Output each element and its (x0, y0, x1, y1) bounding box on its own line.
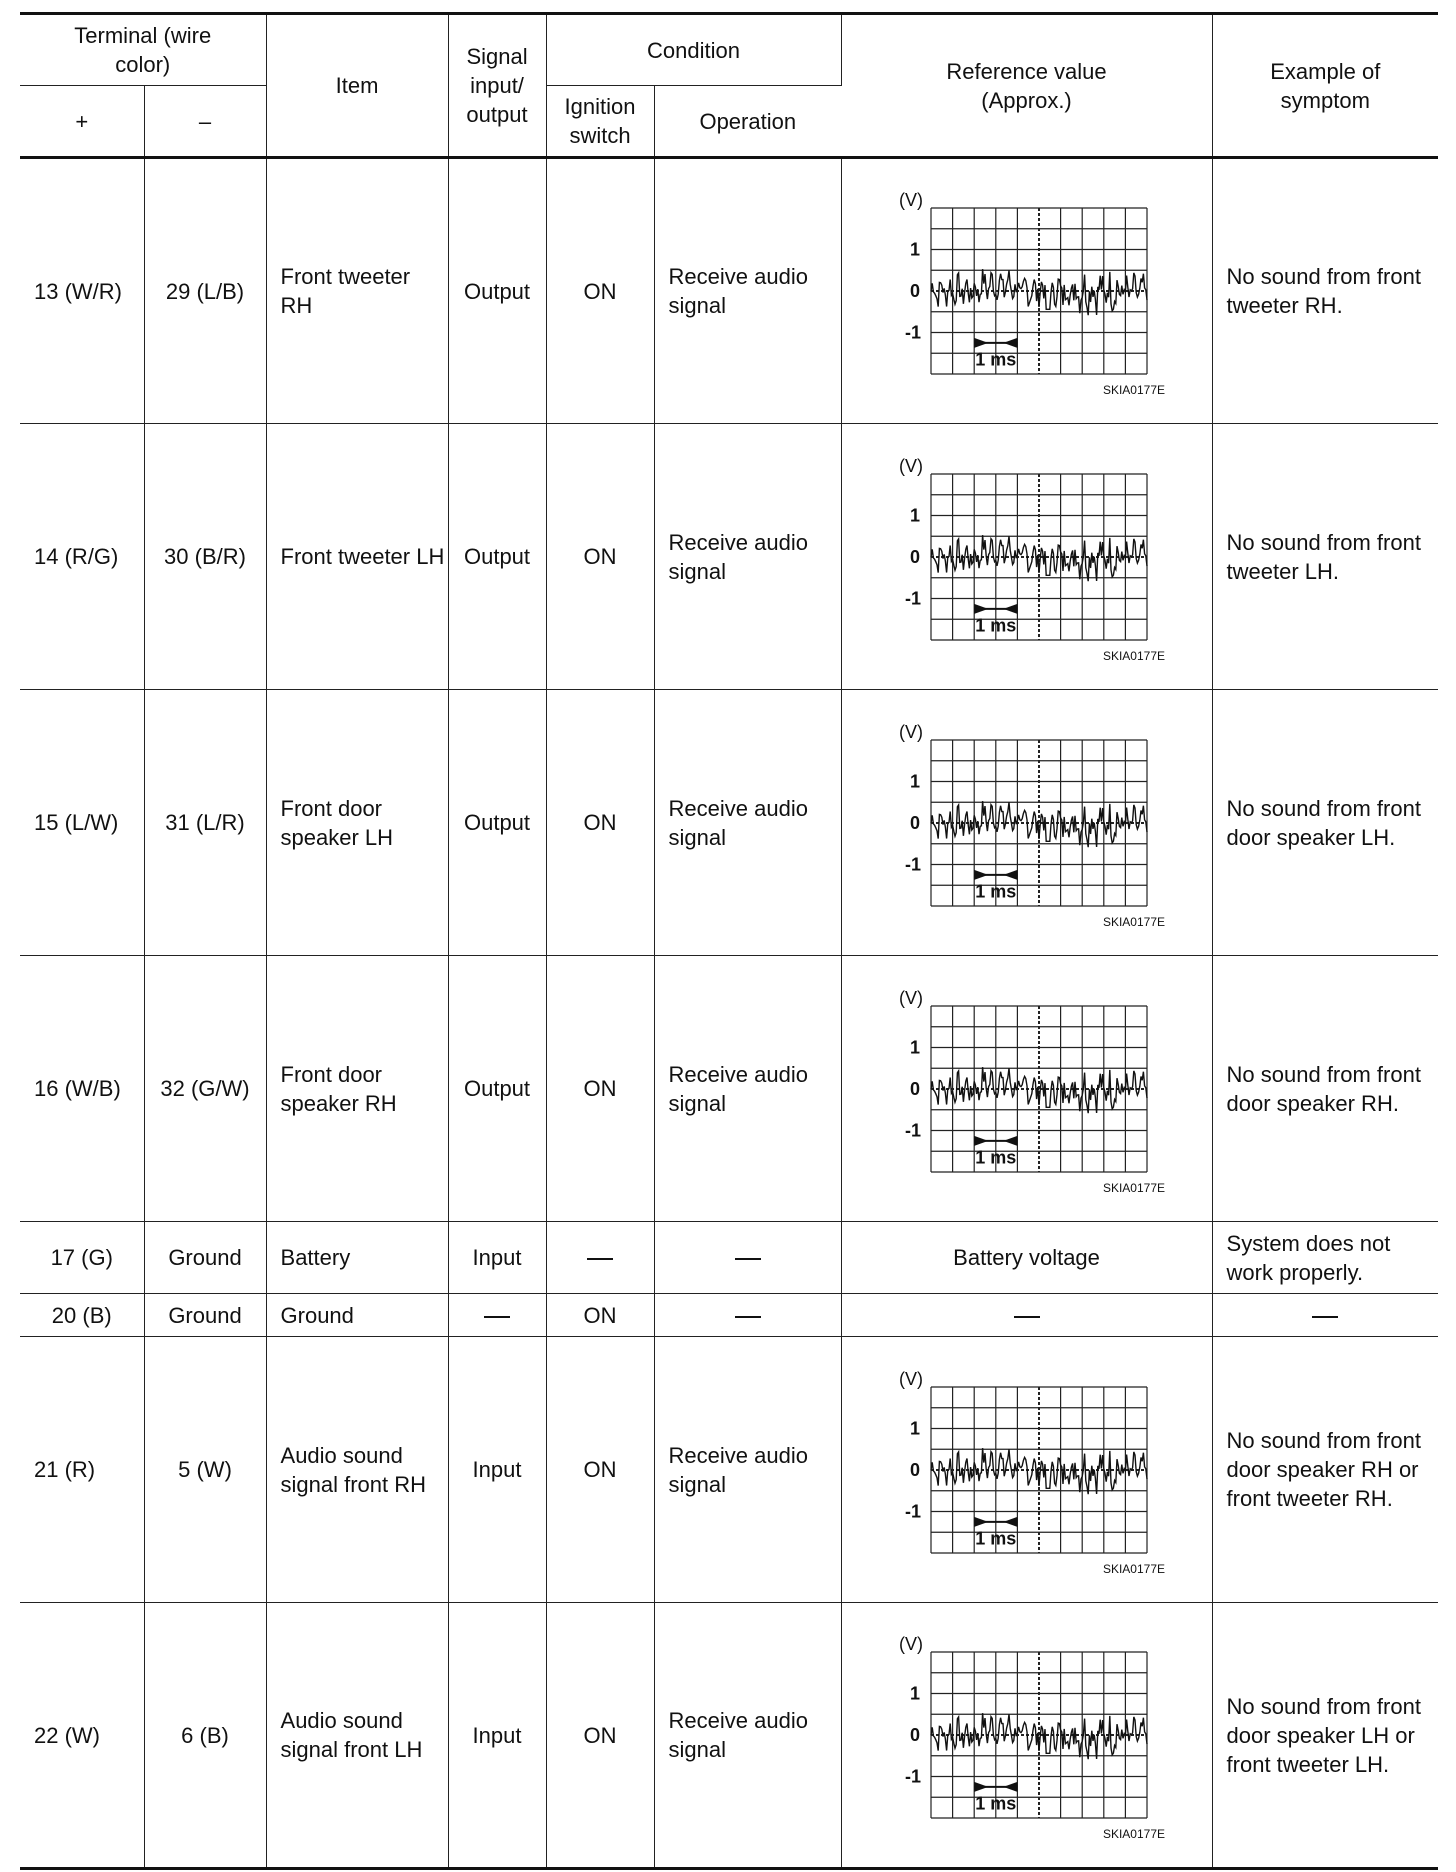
time-marker-arrow (974, 1782, 988, 1792)
reference-value-cell (841, 1337, 1212, 1603)
figure-code: SKIA0177E (1102, 648, 1165, 662)
item-cell: Audio sound signal front RH (266, 1337, 448, 1603)
ignition-cell (546, 1222, 654, 1294)
y-tick-label: -1 (904, 1501, 921, 1521)
plus-header: + (20, 86, 144, 158)
dash-mark (1014, 1316, 1040, 1318)
time-scale-label: 1 ms (974, 1147, 1016, 1168)
unit-label: (V) (898, 1634, 923, 1654)
y-tick-label: -1 (904, 1120, 921, 1140)
symptom-cell: No sound from front tweeter LH. (1212, 424, 1438, 690)
time-marker-arrow (1003, 1135, 1017, 1145)
time-marker-arrow (974, 1516, 988, 1526)
y-tick-label: 0 (909, 812, 920, 833)
operation-cell (654, 1294, 841, 1337)
y-tick-label: -1 (904, 1766, 921, 1787)
item-cell: Front tweeter RH (266, 158, 448, 424)
dash-mark (1312, 1316, 1338, 1318)
y-tick-label: 0 (909, 1459, 920, 1480)
signal-header: Signal input/ output (448, 14, 546, 158)
minus-terminal-cell: 30 (B/R) (144, 424, 266, 690)
table-row (20, 1337, 1438, 1603)
operation-cell: Receive audio signal (654, 158, 841, 424)
minus-terminal-cell: 5 (W) (144, 1337, 266, 1603)
operation-cell: Receive audio signal (654, 956, 841, 1222)
y-tick-label: 0 (909, 281, 920, 301)
ignition-cell: ON (546, 424, 654, 690)
symptom-cell: No sound from front door speaker LH or front tweeter LH. (1212, 1603, 1438, 1869)
terminal-table (20, 12, 1438, 1870)
figure-code: SKIA0177E (1102, 1827, 1165, 1840)
symptom-cell: No sound from front tweeter RH. (1212, 158, 1438, 424)
y-tick-label: 1 (909, 1683, 920, 1704)
unit-label: (V) (898, 721, 923, 742)
plus-terminal-cell: 13 (W/R) (20, 158, 144, 424)
waveform-graph (877, 1630, 1177, 1840)
ignition-cell: ON (546, 1337, 654, 1603)
unit-label: (V) (898, 190, 923, 210)
item-cell: Audio sound signal front LH (266, 1603, 448, 1869)
plus-terminal-cell: 22 (W) (20, 1603, 144, 1869)
symptom-cell (1212, 1294, 1438, 1337)
y-tick-label: 1 (909, 771, 920, 791)
minus-terminal-cell: Ground (144, 1222, 266, 1294)
table-row (20, 1222, 1438, 1294)
time-marker-arrow (1003, 1516, 1017, 1526)
time-marker-arrow (974, 869, 988, 879)
signal-cell: Input (448, 1337, 546, 1603)
waveform-graph (877, 1365, 1177, 1575)
table-row (20, 424, 1438, 690)
signal-cell: Output (448, 956, 546, 1222)
y-tick-label: -1 (904, 854, 921, 874)
signal-cell (448, 1294, 546, 1337)
operation-header: Operation (654, 86, 841, 158)
time-scale-label: 1 ms (974, 1793, 1016, 1814)
table-row (20, 1603, 1438, 1869)
item-header: Item (266, 14, 448, 158)
unit-label: (V) (898, 1368, 923, 1389)
y-tick-label: -1 (904, 588, 921, 608)
waveform-graph (877, 452, 1177, 662)
reference-header: Reference value (Approx.) (841, 14, 1212, 158)
y-tick-label: 0 (909, 546, 920, 567)
ignition-cell: ON (546, 690, 654, 956)
minus-terminal-cell: 32 (G/W) (144, 956, 266, 1222)
symptom-cell: No sound from front door speaker RH or front tweeter RH. (1212, 1337, 1438, 1603)
operation-cell: Receive audio signal (654, 1603, 841, 1869)
item-cell: Ground (266, 1294, 448, 1337)
minus-terminal-cell: 6 (B) (144, 1603, 266, 1869)
plus-terminal-cell: 21 (R) (20, 1337, 144, 1603)
minus-terminal-cell: 31 (L/R) (144, 690, 266, 956)
y-tick-label: 1 (909, 1418, 920, 1438)
signal-cell: Output (448, 424, 546, 690)
time-marker-arrow (974, 1135, 988, 1145)
reference-value-cell: Battery voltage (841, 1222, 1212, 1294)
plus-terminal-cell: 16 (W/B) (20, 956, 144, 1222)
symptom-cell: No sound from front door speaker RH. (1212, 956, 1438, 1222)
time-marker-arrow (1003, 869, 1017, 879)
reference-value-cell (841, 1294, 1212, 1337)
y-tick-label: 1 (909, 505, 920, 525)
minus-terminal-cell: 29 (L/B) (144, 158, 266, 424)
reference-value-cell (841, 1603, 1212, 1869)
signal-cell: Input (448, 1222, 546, 1294)
time-marker-arrow (1003, 603, 1017, 613)
minus-header: – (144, 86, 266, 158)
operation-cell: Receive audio signal (654, 424, 841, 690)
item-cell: Front tweeter LH (266, 424, 448, 690)
item-cell: Battery (266, 1222, 448, 1294)
signal-cell: Input (448, 1603, 546, 1869)
y-tick-label: -1 (904, 322, 921, 343)
time-marker-arrow (974, 338, 988, 348)
table-row (20, 1294, 1438, 1337)
table-row (20, 690, 1438, 956)
waveform-graph (877, 186, 1177, 396)
item-cell: Front door speaker LH (266, 690, 448, 956)
figure-code: SKIA0177E (1102, 383, 1165, 396)
figure-code: SKIA0177E (1102, 1180, 1165, 1194)
y-tick-label: 0 (909, 1725, 920, 1745)
item-cell: Front door speaker RH (266, 956, 448, 1222)
time-marker-arrow (974, 603, 988, 613)
reference-value-cell (841, 424, 1212, 690)
waveform-graph (877, 984, 1177, 1194)
dash-mark (587, 1258, 613, 1260)
condition-header: Condition (546, 14, 841, 86)
unit-label: (V) (898, 987, 923, 1008)
ignition-cell: ON (546, 158, 654, 424)
time-scale-label: 1 ms (974, 1528, 1016, 1549)
time-marker-arrow (1003, 338, 1017, 348)
time-scale-label: 1 ms (974, 349, 1016, 370)
signal-cell: Output (448, 690, 546, 956)
plus-terminal-cell: 20 (B) (20, 1294, 144, 1337)
table-row (20, 956, 1438, 1222)
waveform-graph (877, 718, 1177, 928)
plus-terminal-cell: 15 (L/W) (20, 690, 144, 956)
operation-cell: Receive audio signal (654, 1337, 841, 1603)
dash-mark (484, 1316, 510, 1318)
time-scale-label: 1 ms (974, 881, 1016, 902)
dash-mark (735, 1258, 761, 1260)
table-row (20, 158, 1438, 424)
symptom-cell: System does not work properly. (1212, 1222, 1438, 1294)
minus-terminal-cell: Ground (144, 1294, 266, 1337)
reference-value-cell (841, 690, 1212, 956)
plus-terminal-cell: 17 (G) (20, 1222, 144, 1294)
y-tick-label: 0 (909, 1078, 920, 1099)
reference-value-cell (841, 956, 1212, 1222)
ignition-header: Ignition switch (546, 86, 654, 158)
time-marker-arrow (1003, 1782, 1017, 1792)
reference-value-cell (841, 158, 1212, 424)
symptom-header: Example of symptom (1212, 14, 1438, 158)
y-tick-label: 1 (909, 1037, 920, 1057)
ignition-cell: ON (546, 1294, 654, 1337)
operation-cell (654, 1222, 841, 1294)
unit-label: (V) (898, 455, 923, 476)
terminal-header: Terminal (wire color) (20, 14, 266, 86)
figure-code: SKIA0177E (1102, 914, 1165, 928)
operation-cell: Receive audio signal (654, 690, 841, 956)
figure-code: SKIA0177E (1102, 1561, 1165, 1575)
symptom-cell: No sound from front door speaker LH. (1212, 690, 1438, 956)
time-scale-label: 1 ms (974, 615, 1016, 636)
plus-terminal-cell: 14 (R/G) (20, 424, 144, 690)
dash-mark (735, 1316, 761, 1318)
ignition-cell: ON (546, 1603, 654, 1869)
signal-cell: Output (448, 158, 546, 424)
y-tick-label: 1 (909, 239, 920, 260)
ignition-cell: ON (546, 956, 654, 1222)
